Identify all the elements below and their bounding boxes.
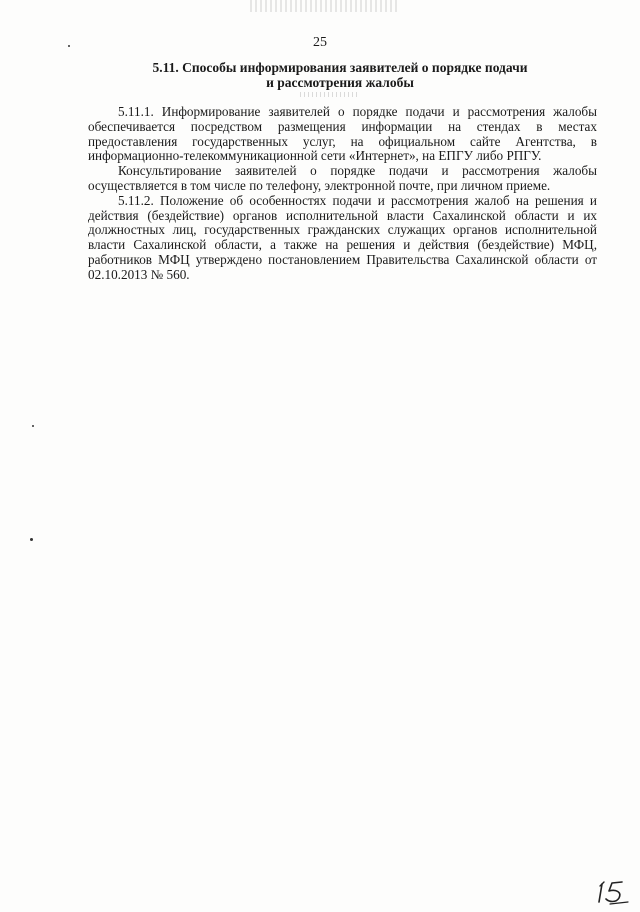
paragraph-5-11-2: 5.11.2. Положение об особенностях подачи и рассмотрения жалоб на решения и действия (бездействие) органов исполнительной власти Сахалинской области и их должностных лиц, государственных гражданских служащих органов исполнительной власти Сахалинской области, а также на решения и действия (бездействие) МФЦ, работников МФЦ утверждено постановлением Правительства Сахалинской области от 02.10.2013 № 560. [88,192,597,282]
scan-artifact [300,92,360,97]
paragraph-consultation: Консультирование заявителей о порядке подачи и рассмотрения жалобы осуществляется в том числе по телефону, электронной почте, при личном приеме. [88,163,597,193]
paragraph-5-11-1: 5.11.1. Информирование заявителей о порядке подачи и рассмотрения жалобы обеспечивается посредством размещения информации на стендах в местах предоставления государственных услуг, на официальном сайте Агентства, в информационно-телекоммуникационной сети «Интернет», на ЕПГУ либо РПГУ. [88,104,597,164]
margin-speck [32,425,34,427]
section-heading [120,60,560,90]
margin-speck [30,538,33,541]
section-heading-line-2: и рассмотрения жалобы [266,75,414,90]
margin-speck [68,45,70,47]
scan-artifact [250,0,400,12]
page-number: 25 [313,35,327,50]
section-body [88,105,597,283]
section-heading-line-1: 5.11. Способы информирования заявителей о порядке подачи [152,60,528,75]
handwritten-sheet-number [596,878,630,906]
